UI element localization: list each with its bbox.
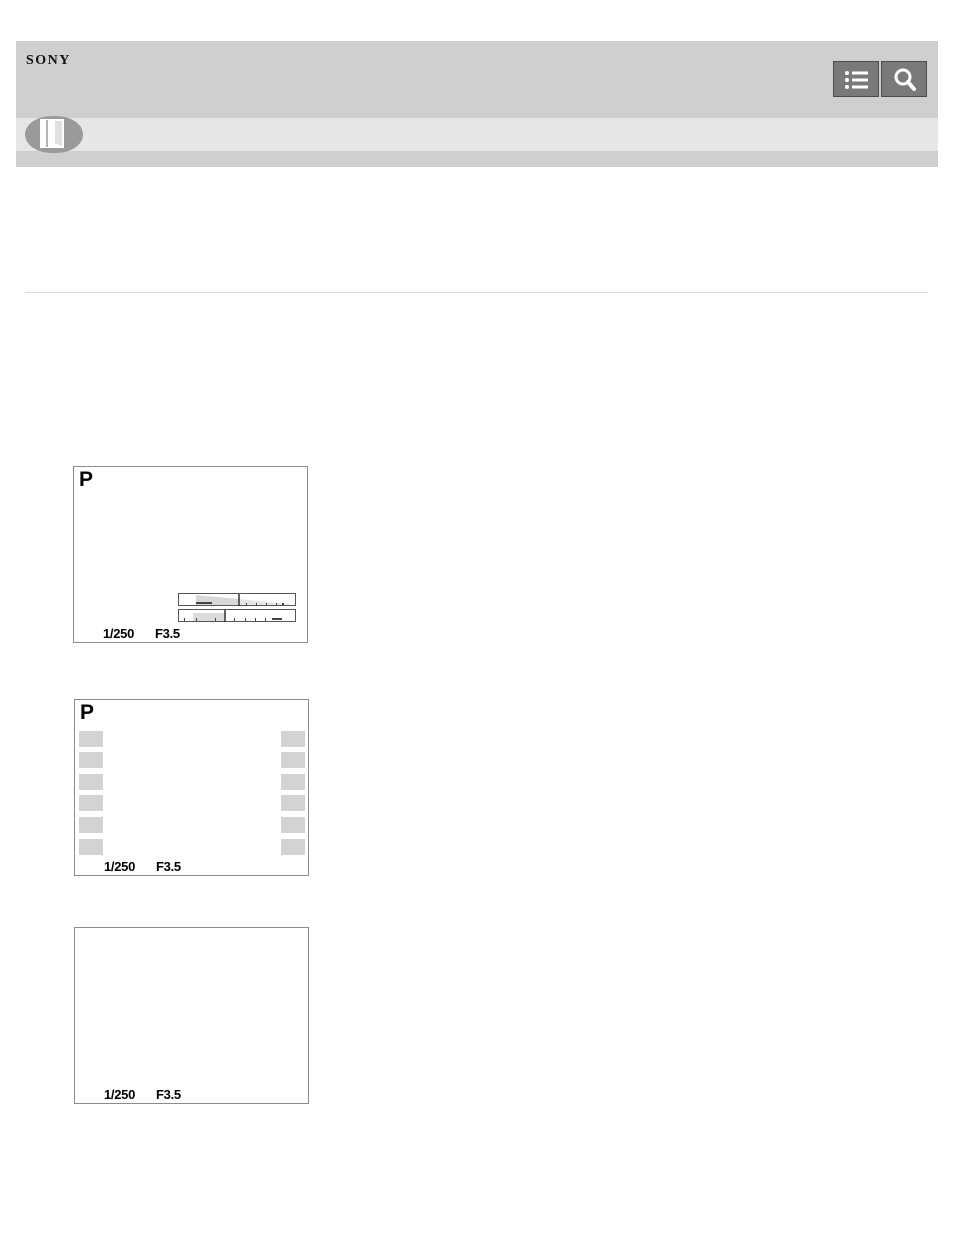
left-icon-slot xyxy=(79,752,103,768)
aperture-value: F3.5 xyxy=(155,626,180,641)
shooting-mode: P xyxy=(79,468,94,491)
level-gauge-lower xyxy=(178,609,296,622)
display-screen-minimal xyxy=(74,927,309,1104)
left-icon-slot xyxy=(79,731,103,747)
level-gauge-upper xyxy=(178,593,296,606)
shutter-speed: 1/250 xyxy=(103,626,135,641)
left-icon-slot xyxy=(79,839,103,855)
display-screen-gauges xyxy=(73,466,308,643)
manual-badge xyxy=(25,116,83,153)
right-icon-slot xyxy=(281,795,305,811)
aperture-value: F3.5 xyxy=(156,1087,181,1102)
page-header xyxy=(16,41,938,167)
header-band xyxy=(16,118,938,151)
aperture-value: F3.5 xyxy=(156,859,181,874)
right-icon-slot xyxy=(281,731,305,747)
right-icon-slot xyxy=(281,839,305,855)
brand-logo: SONY xyxy=(26,53,71,68)
left-icon-slot xyxy=(79,795,103,811)
right-icon-slot xyxy=(281,774,305,790)
section-divider xyxy=(25,292,928,293)
display-screen-icons xyxy=(74,699,309,876)
shutter-speed: 1/250 xyxy=(104,859,136,874)
shooting-mode: P xyxy=(80,701,95,724)
search-button[interactable] xyxy=(881,61,927,97)
contents-list-button[interactable] xyxy=(833,61,879,97)
right-icon-slot xyxy=(281,752,305,768)
left-icon-slot xyxy=(79,774,103,790)
left-icon-slot xyxy=(79,817,103,833)
shutter-speed: 1/250 xyxy=(104,1087,136,1102)
right-icon-slot xyxy=(281,817,305,833)
book-icon xyxy=(25,116,83,153)
search-icon xyxy=(882,62,928,98)
list-icon xyxy=(834,62,880,98)
